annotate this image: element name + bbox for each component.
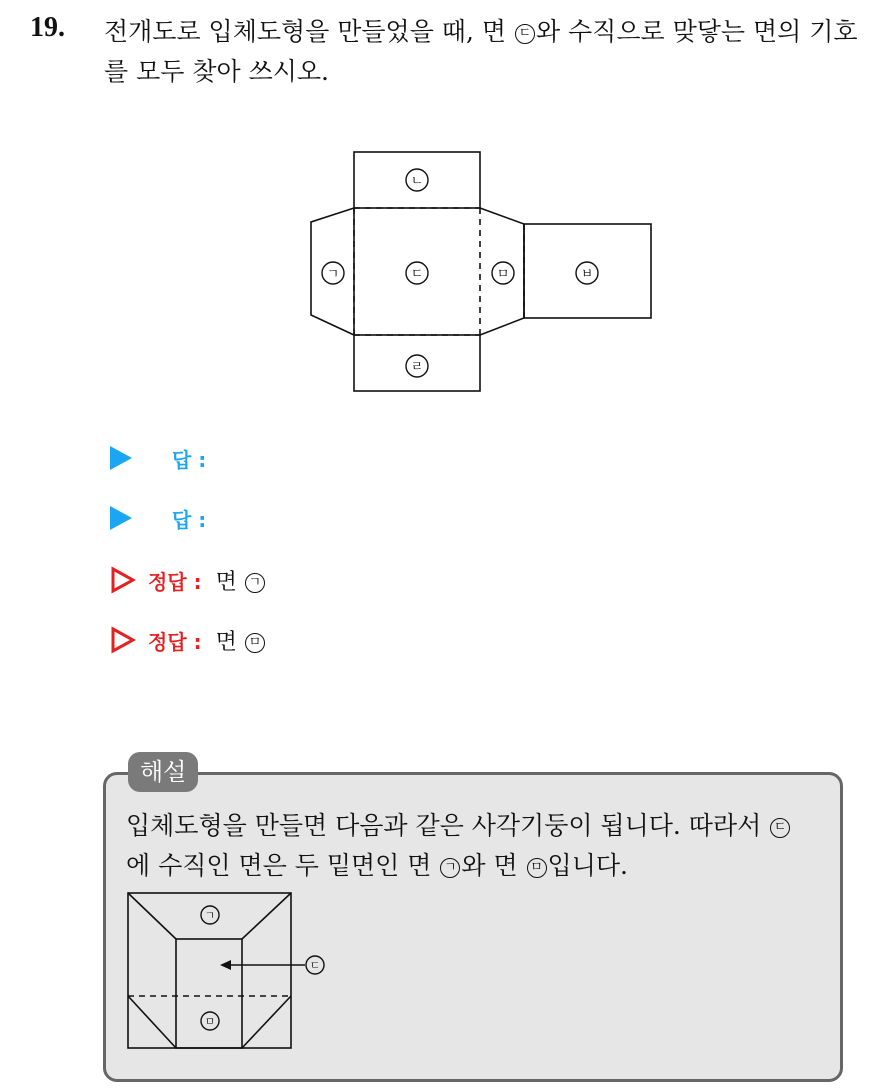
- circled-label: ㄱ: [440, 858, 460, 878]
- prism-edge: [128, 996, 176, 1048]
- question-text-before: 전개도로 입체도형을 만들었을 때, 면: [104, 17, 514, 46]
- circled-label: ㄱ: [245, 573, 265, 593]
- prism-inner-rect: [176, 939, 242, 1048]
- face-label: ㄹ: [410, 360, 424, 375]
- question-text: [104, 12, 874, 92]
- outline-triangle-icon: [110, 626, 136, 654]
- question-text-after: 와 수직으로 맞닿는 면의 기호를 모두 찾아 쓰시오.: [104, 17, 858, 86]
- face-label: ㅁ: [496, 267, 510, 282]
- prism-diagram: [120, 888, 350, 1058]
- net-diagram: [300, 145, 660, 400]
- answer-row: [110, 498, 206, 538]
- face-label: ㄴ: [410, 174, 424, 189]
- correct-answer-value: 면 ㄱ: [216, 565, 266, 596]
- prism-edge: [242, 996, 291, 1048]
- face-label: ㄷ: [410, 267, 424, 282]
- prism-label: ㄷ: [309, 959, 321, 972]
- correct-answer-row: [110, 560, 266, 600]
- prism-edge: [242, 893, 291, 939]
- circled-label: ㄷ: [515, 24, 535, 44]
- filled-triangle-icon: [110, 446, 132, 470]
- face-label: ㄱ: [326, 267, 340, 282]
- correct-answer-value: 면 ㅁ: [216, 625, 266, 656]
- prism-label: ㄱ: [204, 909, 216, 922]
- face-label: ㅂ: [580, 267, 594, 282]
- answer-label: 답 :: [172, 507, 207, 532]
- filled-triangle-icon: [110, 506, 132, 530]
- answer-label: 답 :: [172, 447, 207, 472]
- outline-triangle-icon: [110, 566, 136, 594]
- question-number: 19.: [30, 12, 65, 43]
- circled-label: ㅁ: [245, 633, 265, 653]
- answer-row: [110, 438, 206, 478]
- correct-answer-row: [110, 620, 266, 660]
- circled-label: ㅁ: [527, 858, 547, 878]
- explanation-tab: 해설: [128, 752, 198, 792]
- correct-answer-label: 정답 :: [148, 629, 202, 654]
- explanation-text: 입체도형을 만들면 다음과 같은 사각기둥이 됩니다. 따라서 ㄷ 에 수직인 면은 두 밑면인 면 ㄱ 와 면 ㅁ 입니다.: [126, 806, 836, 886]
- arrow-head-icon: [220, 960, 231, 970]
- circled-label: ㄷ: [770, 818, 790, 838]
- prism-edge: [128, 893, 176, 939]
- correct-answer-label: 정답 :: [148, 569, 202, 594]
- prism-label: ㅁ: [204, 1015, 216, 1028]
